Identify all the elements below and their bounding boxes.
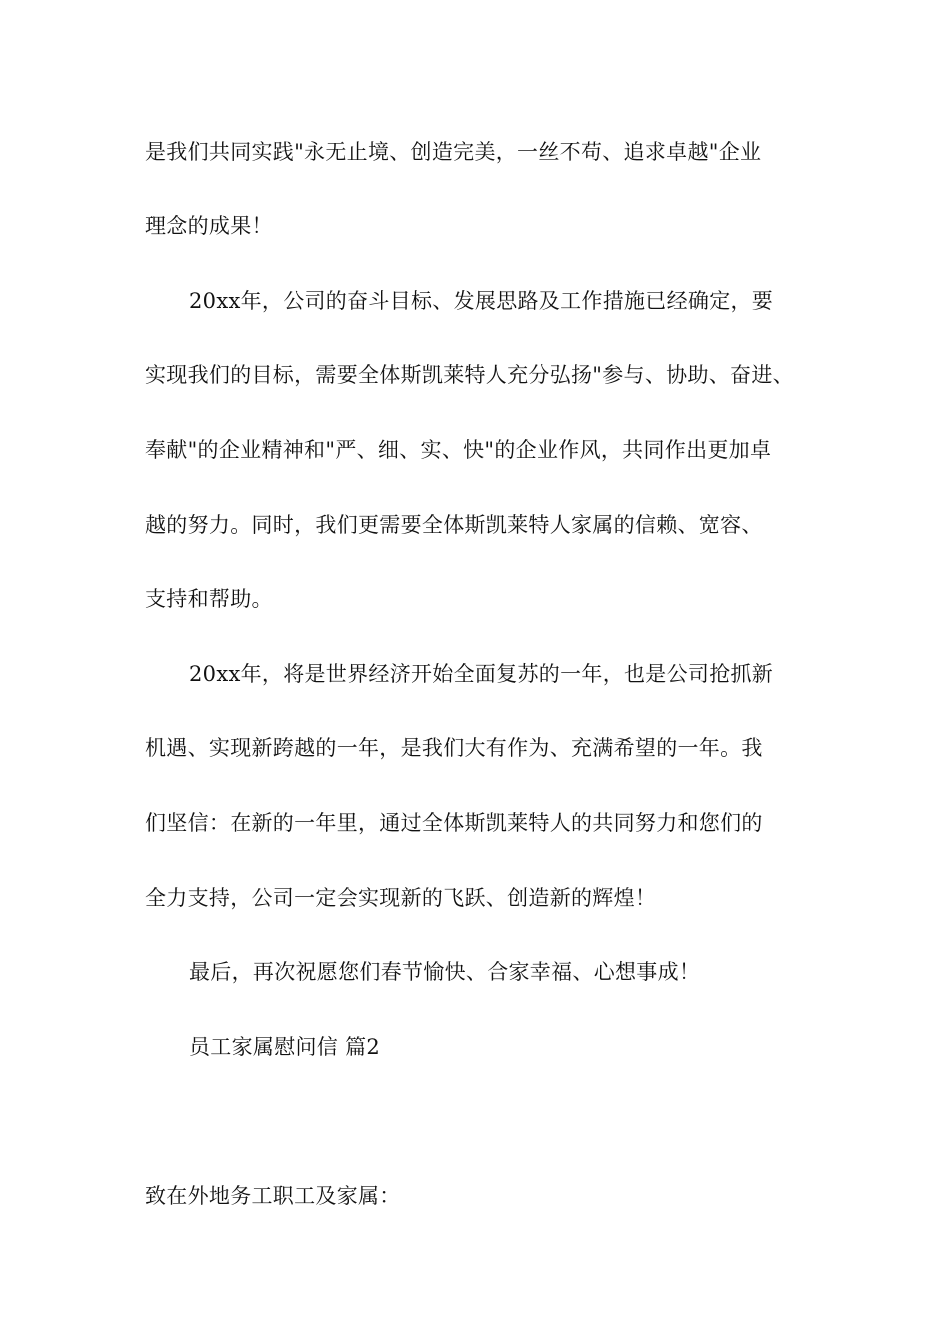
paragraph-line: 实现我们的目标，需要全体斯凯莱特人充分弘扬"参与、协助、奋进、 bbox=[145, 363, 794, 387]
paragraph-line: 全力支持，公司一定会实现新的飞跃、创造新的辉煌！ bbox=[145, 886, 657, 910]
paragraph-line: 20xx年，公司的奋斗目标、发展思路及工作措施已经确定，要 bbox=[189, 289, 774, 313]
paragraph-line: 理念的成果！ bbox=[145, 214, 273, 238]
salutation-line: 致在外地务工职工及家属： bbox=[145, 1184, 401, 1208]
paragraph-line: 奉献"的企业精神和"严、细、实、快"的企业作风，共同作出更加卓 bbox=[145, 438, 772, 462]
paragraph-line: 机遇、实现新跨越的一年，是我们大有作为、充满希望的一年。我 bbox=[145, 736, 763, 760]
paragraph-line: 是我们共同实践"永无止境、创造完美，一丝不苟、追求卓越"企业 bbox=[145, 140, 762, 164]
paragraph-line: 最后，再次祝愿您们春节愉快、合家幸福、心想事成！ bbox=[189, 960, 701, 984]
paragraph-line: 20xx年，将是世界经济开始全面复苏的一年，也是公司抢抓新 bbox=[189, 662, 774, 686]
paragraph-line: 们坚信：在新的一年里，通过全体斯凯莱特人的共同努力和您们的 bbox=[145, 811, 763, 835]
paragraph-line: 越的努力。同时，我们更需要全体斯凯莱特人家属的信赖、宽容、 bbox=[145, 513, 763, 537]
section-heading: 员工家属慰问信 篇2 bbox=[189, 1035, 381, 1059]
paragraph-line: 支持和帮助。 bbox=[145, 587, 273, 611]
